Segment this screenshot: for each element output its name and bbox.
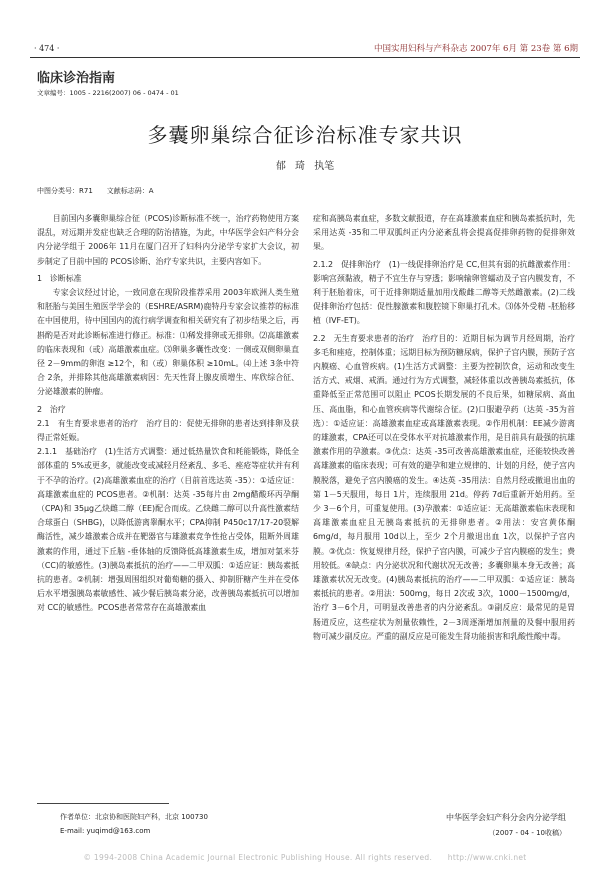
author-unit: 作者单位：北京协和医院妇产科，北京 100730 [60, 813, 208, 821]
paragraph: 2.1 有生育要求患者的治疗 治疗目的：促使无排卵的患者达到排卵及获得正常妊娠。 [37, 418, 299, 443]
copyright-watermark: © 1994-2008 China Academic Journal Electronic Publishing House. All rights reserved. http://www.cnki.net [83, 853, 527, 862]
paragraph: 1 诊断标准 [37, 273, 82, 283]
author-email: E-mail: yuqimd@163.com [60, 827, 151, 835]
header-rule [30, 57, 580, 58]
classification-line: 中图分类号：R71 文献标志码：A [37, 187, 154, 195]
signature-org: 中华医学会妇产科分会内分泌学组 [446, 813, 566, 822]
article-number: 文章编号：1005 - 2216(2007) 06 - 0474 - 01 [37, 89, 179, 97]
article-title: 多囊卵巢综合征诊治标准专家共识 [147, 123, 463, 147]
received-date: （2007 - 04 - 10收稿） [488, 829, 566, 837]
journal-header: 中国实用妇科与产科杂志 2007年 6月 第 23卷 第 6期 [374, 44, 578, 54]
paragraph: 目前国内多囊卵巢综合征（PCOS)诊断标准不统一，治疗药物使用方案混乱，对远期并发症也缺乏合理的防治措施，为此，中华医学会妇产科分会内分泌学组于 2006年 11月在厦门召开了妇科内分泌学专家扩大会议，初步制定了目前中国的 PCOS诊断、治疗专家共识，主要内容如下。 [37, 214, 299, 266]
right-column [313, 212, 575, 644]
paragraph: 症和高胰岛素血症，多数文献报道，存在高雄激素血症和胰岛素抵抗时，先采用达英 -35和二甲双胍纠正内分泌紊乱将会提高促排卵药物的促排卵效果。 [313, 214, 575, 252]
section-title: 临床诊治指南 [37, 71, 116, 86]
paragraph: 专家会议经过讨论，一致同意在现阶段推荐采用 2003年欧洲人类生殖和胚胎与美国生殖医学学会的（ESHRE/ASRM)鹿特丹专家会议推荐的标准在中国使用，待中国国内的流行病学调查和相关研究有了初步结果之后，再斟酌是否对此诊断标准进行修正。标准：⑴稀发排卵或无排卵。⑵高雄激素的临床表现和（或）高雄激素血症。⑶卵巢多囊性改变：一侧或双侧卵巢直径 2－9mm的卵泡 ≥12个，和（或）卵巢体积 ≥10mL。⑷上述 3条中符合 2条，并排除其他高雄激素病因：先天性肾上腺皮质增生、库欣综合征、分泌雄激素的肿瘤。 [37, 288, 299, 397]
paragraph: 2.1.1 基础治疗 (1)生活方式调整：通过低热量饮食和耗能锻炼，降低全部体重的 5%或更多，就能改变或减轻月经紊乱、多毛、痤疮等症状并有利于不孕的治疗。(2)高雄激素血症的治疗（目前首选达英 -35）：①适应证：高雄激素血症的 PCOS患者。②机制：达英 -35每片由 2mg醋酸环丙孕酮（CPA)和 35μg乙炔雌二醇（EE)配合而成。乙炔雌二醇可以升高性激素结合球蛋白（SHBG)，以降低游离睾酮水平；CPA抑制 P450c17/17-20裂解酶活性，减少雄激素合成并在靶器官与雄激素竞争性抢占受体，阻断外周雄激素的作用，通过下丘脑 -垂体轴的反馈降低高雄激素生成，增加对氯米芬（CC)的敏感性。(3)胰岛素抵抗的治疗——二甲双胍：①适应证：胰岛素抵抗的患者。②机制：增强周围组织对葡萄糖的摄入、抑制肝糖产生并在受体后水平增强胰岛素敏感性、减少餐后胰岛素分泌，改善胰岛素抵抗可以增加对 CC的敏感性。PCOS患者常常存在高雄激素血 [37, 447, 299, 613]
left-column [37, 212, 299, 616]
page-number: · 474 · [34, 44, 60, 53]
article-authors: 郁 琦 执笔 [275, 161, 335, 172]
paragraph: 2.2 无生育要求患者的治疗 治疗目的：近期目标为调节月经周期，治疗多毛和痤疮，控制体重；远期目标为预防糖尿病，保护子宫内膜，预防子宫内膜癌、心血管疾病。(1)生活方式调整：主要为控制饮食，运动和改变生活方式、戒烟、戒酒。通过行为方式调整，减轻体重以改善胰岛素抵抗，体重降低至正常范围可以阻止 PCOS长期发展的不良后果，如糖尿病、高血压、高血脂，和心血管疾病等代谢综合征。(2)口服避孕药（达英 -35为首选）：①适应证：高雄激素血症或高雄激素表现。②作用机制：EE减少游离的雄激素，CPA还可以在受体水平对抗雄激素作用，是目前具有最强的抗雄激素作用的孕激素。③优点：达英 -35可改善高雄激素血症，还能较快改善高雄激素的临床表现；可有效的避孕和建立规律的、计划的月经，使子宫内膜脱落，避免子宫内膜癌的发生。④达英 -35用法：自然月经或撤退出血的第 1－5天服用，每日 1片，连续服用 21d。停药 7d后重新开始用药。至少 3－6个月，可重复使用。(3)孕激素：①适应证：无高雄激素临床表现和高雄激素血症且无胰岛素抵抗的无排卵患者。②用法：安宫黄体酮 6mg/d，每月服用 10d以上，至少 2个月撤退出血 1次，以保护子宫内膜。③优点：恢复规律月经，保护子宫内膜，可减少子宫内膜癌的发生；费用较低。④缺点：内分泌状况和代谢状况无改善；多囊卵巢本身无改善；高雄激素状况无改变。(4)胰岛素抵抗的治疗——二甲双胍：①适应证：胰岛素抵抗的患者。②用法：500mg，每日 2次或 3次，1000－1500mg/d，治疗 3－6个月，可明显改善患者的内分泌紊乱。③副反应：最常见的是胃肠道反应，这些症状为剂量依赖性，2－3周逐渐增加剂量的及餐中服用药物可减少副反应。严重的副反应是可能发生肾功能损害和乳酸性酸中毒。 [313, 333, 575, 641]
footnote-rule [37, 803, 169, 804]
paragraph: 2.1.2 促排卵治疗 (1)一线促排卵治疗是 CC,但其有弱的抗雌激素作用：影响宫颈黏液，精子不宜生存与穿透；影响输卵管蠕动及子宫内膜发育，不利于胚胎着床，可于近排卵期适量加用戊酸雌二醇等天然雌激素。(2)二线促排卵治疗包括：促性腺激素和腹腔镜下卵巢打孔术。⑶体外受精 -胚胎移植（IVF-ET)。 [313, 259, 575, 326]
paragraph: 2 治疗 [37, 404, 66, 414]
